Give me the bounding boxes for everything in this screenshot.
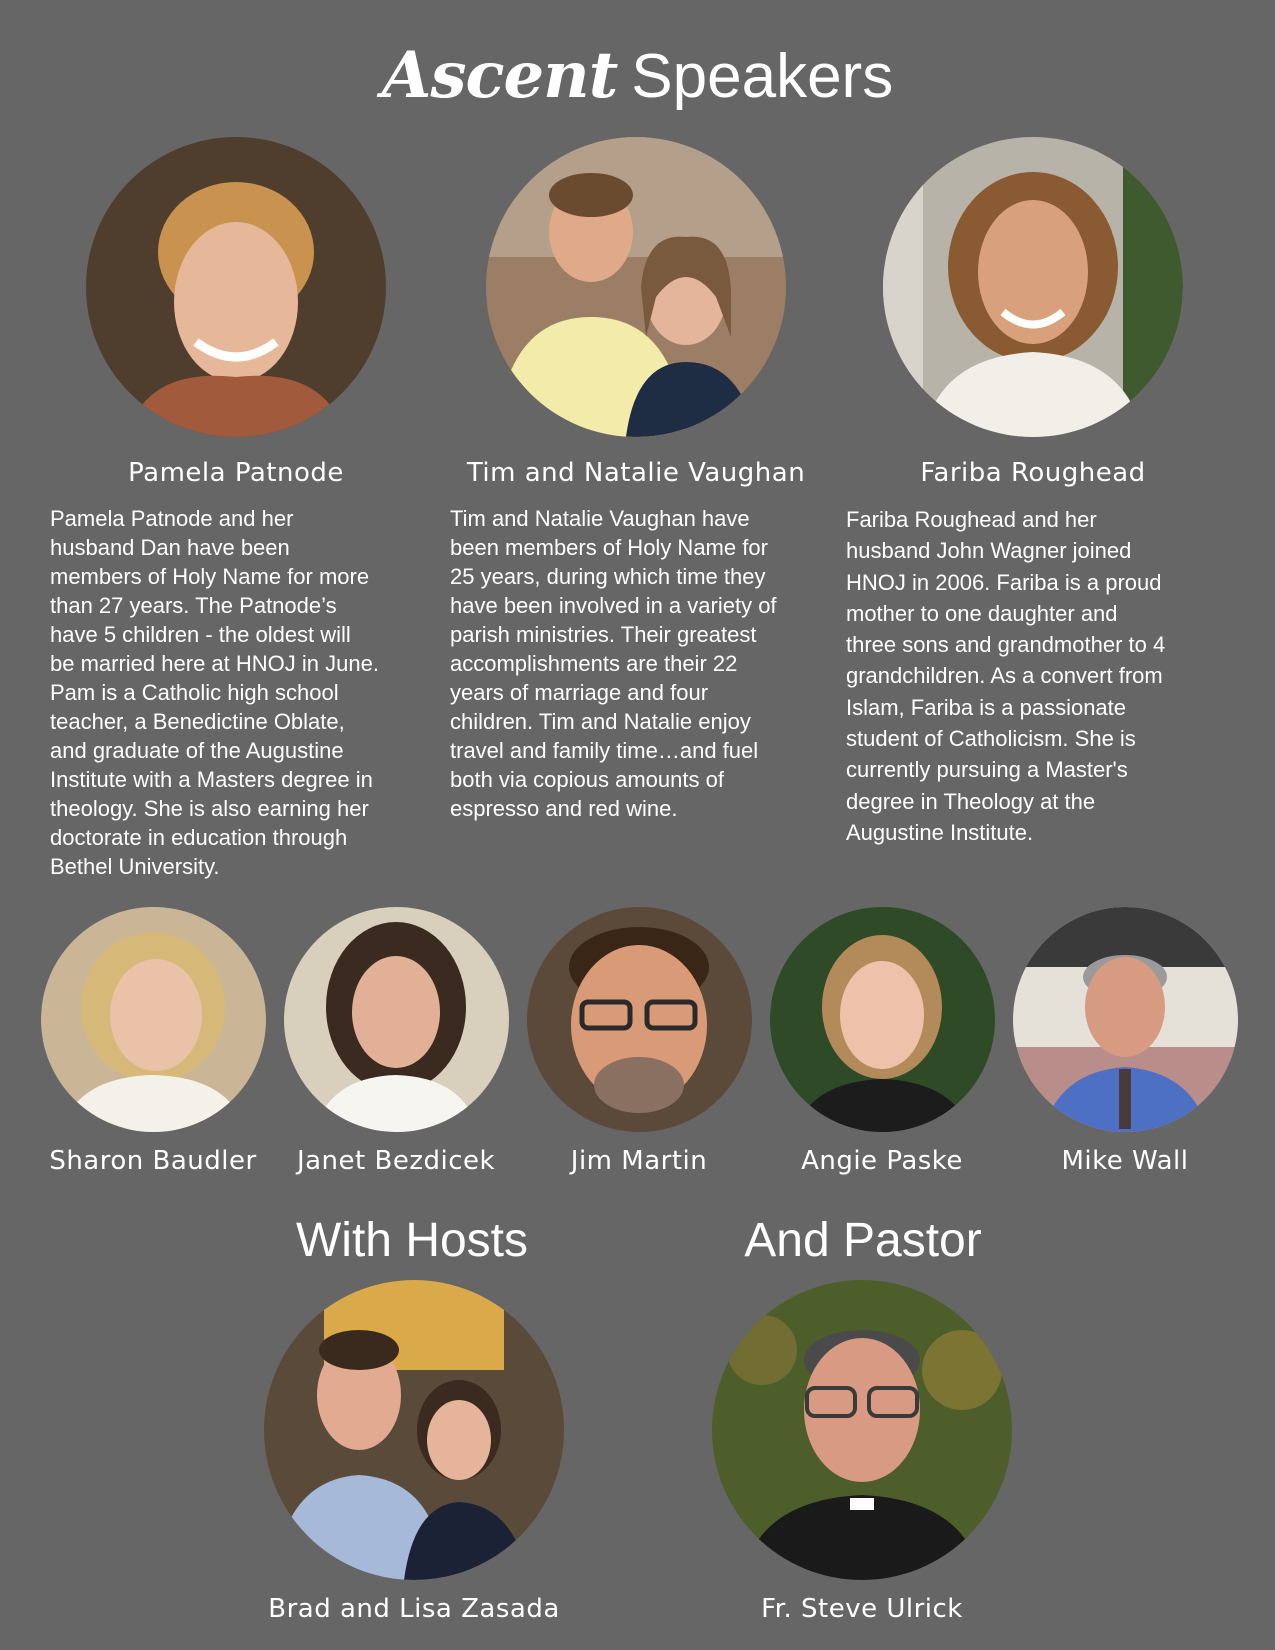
portrait-woman-icon <box>284 907 509 1132</box>
bio-line: three sons and grandmother to 4 <box>846 632 1166 658</box>
bio-line: Islam, Fariba is a passionate <box>846 694 1127 720</box>
speaker-name: Fariba Roughead <box>920 458 1146 488</box>
portrait-couple-icon <box>486 137 786 437</box>
portrait-woman-icon <box>41 907 266 1132</box>
pastor-heading: And Pastor <box>744 1214 982 1267</box>
speaker-bio <box>50 504 430 881</box>
speaker-photo-pamela-patnode <box>86 137 386 437</box>
bio-line: theology. She is also earning her <box>50 796 369 821</box>
bio-line: grandchildren. As a convert from <box>846 663 1163 689</box>
speaker-photo-sharon-baudler <box>41 907 266 1132</box>
speaker-photo-tim-natalie-vaughan <box>486 137 786 437</box>
bio-line: Augustine Institute. <box>846 819 1034 845</box>
bio-line: currently pursuing a Master's <box>846 757 1128 783</box>
portrait-couple-icon <box>264 1280 564 1580</box>
portrait-man-icon <box>1013 907 1238 1132</box>
speaker-photo-janet-bezdicek <box>284 907 509 1132</box>
speaker-name: Janet Bezdicek <box>296 1146 496 1176</box>
bio-line: Tim and Natalie Vaughan have <box>450 506 750 531</box>
portrait-woman-icon <box>883 137 1183 437</box>
host-name: Brad and Lisa Zasada <box>268 1594 560 1624</box>
bio-line: husband John Wagner joined <box>846 538 1132 564</box>
speaker-name: Mike Wall <box>1061 1146 1189 1176</box>
bio-line: and graduate of the Augustine <box>50 738 344 763</box>
bio-line: Institute with a Masters degree in <box>50 767 373 792</box>
host-photo-brad-lisa-zasada <box>264 1280 564 1580</box>
title-word: Speakers <box>631 42 894 111</box>
bio-line: teacher, a Benedictine Oblate, <box>50 709 345 734</box>
speaker-photo-mike-wall <box>1013 907 1238 1132</box>
bio-line: members of Holy Name for more <box>50 564 370 589</box>
speaker-photo-jim-martin <box>527 907 752 1132</box>
bio-line: both via copious amounts of <box>450 767 724 792</box>
bio-line: have been involved in a variety of <box>450 593 777 618</box>
bio-line: than 27 years. The Patnode’s <box>50 593 337 618</box>
bio-line: Pam is a Catholic high school <box>50 680 339 705</box>
speaker-name: Angie Paske <box>801 1146 963 1176</box>
portrait-woman-icon <box>86 137 386 437</box>
bio-line: degree in Theology at the <box>846 788 1096 814</box>
portrait-woman-icon <box>770 907 995 1132</box>
speaker-bio <box>450 504 830 823</box>
bio-line: Bethel University. <box>50 854 220 879</box>
speaker-photo-fariba-roughead <box>883 137 1183 437</box>
speaker-photo-angie-paske <box>770 907 995 1132</box>
bio-line: Fariba Roughead and her <box>846 507 1097 532</box>
bio-line: espresso and red wine. <box>450 796 678 821</box>
portrait-man-icon <box>712 1280 1012 1580</box>
bio-line: have 5 children - the oldest will <box>50 622 351 647</box>
pastor-name: Fr. Steve Ulrick <box>761 1594 963 1624</box>
bio-line: be married here at HNOJ in June. <box>50 651 379 676</box>
speaker-name: Sharon Baudler <box>49 1146 257 1176</box>
bio-line: travel and family time…and fuel <box>450 738 759 763</box>
hosts-heading: With Hosts <box>295 1214 529 1267</box>
bio-line: HNOJ in 2006. Fariba is a proud <box>846 569 1162 595</box>
bio-line: mother to one daughter and <box>846 600 1118 626</box>
speaker-name: Jim Martin <box>570 1146 708 1176</box>
speaker-bio <box>846 504 1226 848</box>
bio-line: been members of Holy Name for <box>450 535 768 560</box>
portrait-man-icon <box>527 907 752 1132</box>
bio-line: doctorate in education through <box>50 825 348 850</box>
bio-line: husband Dan have been <box>50 535 290 560</box>
speaker-name: Pamela Patnode <box>128 458 344 488</box>
bio-line: parish ministries. Their greatest <box>450 622 757 647</box>
bio-line: children. Tim and Natalie enjoy <box>450 709 751 734</box>
pastor-photo-steve-ulrick <box>712 1280 1012 1580</box>
bio-line: student of Catholicism. She is <box>846 726 1136 752</box>
speaker-name: Tim and Natalie Vaughan <box>466 458 806 488</box>
title-script-word: Ascent <box>381 38 618 113</box>
page-title <box>0 38 1275 113</box>
bio-line: 25 years, during which time they <box>450 564 766 589</box>
bio-line: years of marriage and four <box>450 680 709 705</box>
bio-line: accomplishments are their 22 <box>450 651 738 676</box>
bio-line: Pamela Patnode and her <box>50 506 294 531</box>
